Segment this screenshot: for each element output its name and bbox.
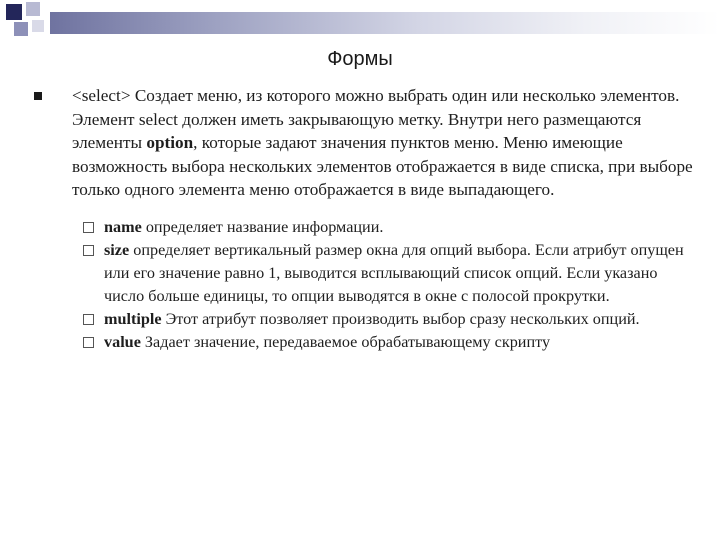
attribute-name: size xyxy=(104,241,130,259)
attribute-description: определяет вертикальный размер окна для опций выбора. Если атрибут опущен или его значение равно 1, выводится всплывающий список опций. Если указано число больше единицы, то опции выводятся в окне с полосой прокрутки. xyxy=(104,241,684,305)
hollow-square-bullet-icon xyxy=(83,314,94,325)
attribute-description: Задает значение, передаваемое обрабатывающему скрипту xyxy=(140,333,551,351)
attribute-name: value xyxy=(104,333,141,351)
attribute-item xyxy=(82,239,692,308)
option-keyword: option xyxy=(146,133,194,152)
main-bullet-point xyxy=(34,84,694,202)
paragraph-text-2: , которые задают значения пунктов меню. Меню имеющие возможность выбора нескольких элементов отображается в виде списка, при выборе только одного элемента меню отображается в виде выпадающего. xyxy=(72,133,693,199)
attribute-item xyxy=(82,308,692,331)
header-gradient-bar xyxy=(50,12,720,34)
header-decoration xyxy=(0,0,720,50)
attribute-description: Этот атрибут позволяет производить выбор сразу нескольких опций. xyxy=(161,310,640,328)
square-bullet-icon xyxy=(34,92,42,100)
paragraph-text-1: Создает меню, из которого можно выбрать один или несколько элементов. Элемент select должен иметь закрывающую метку. Внутри него размещаются элементы xyxy=(72,86,680,152)
attribute-item xyxy=(82,216,692,239)
slide-title: Формы xyxy=(327,48,393,70)
hollow-square-bullet-icon xyxy=(83,222,94,233)
deco-square-light xyxy=(26,2,40,16)
deco-square-dark xyxy=(6,4,22,20)
select-tag: <select> xyxy=(72,86,131,105)
deco-square-mid xyxy=(14,22,28,36)
deco-square-pale xyxy=(32,20,44,32)
attribute-description: определяет название информации. xyxy=(141,218,384,236)
attribute-name: multiple xyxy=(104,310,162,328)
attribute-item xyxy=(82,331,692,354)
hollow-square-bullet-icon xyxy=(83,245,94,256)
attribute-list xyxy=(82,216,692,354)
attribute-name: name xyxy=(104,218,142,236)
hollow-square-bullet-icon xyxy=(83,337,94,348)
main-paragraph xyxy=(72,84,694,202)
